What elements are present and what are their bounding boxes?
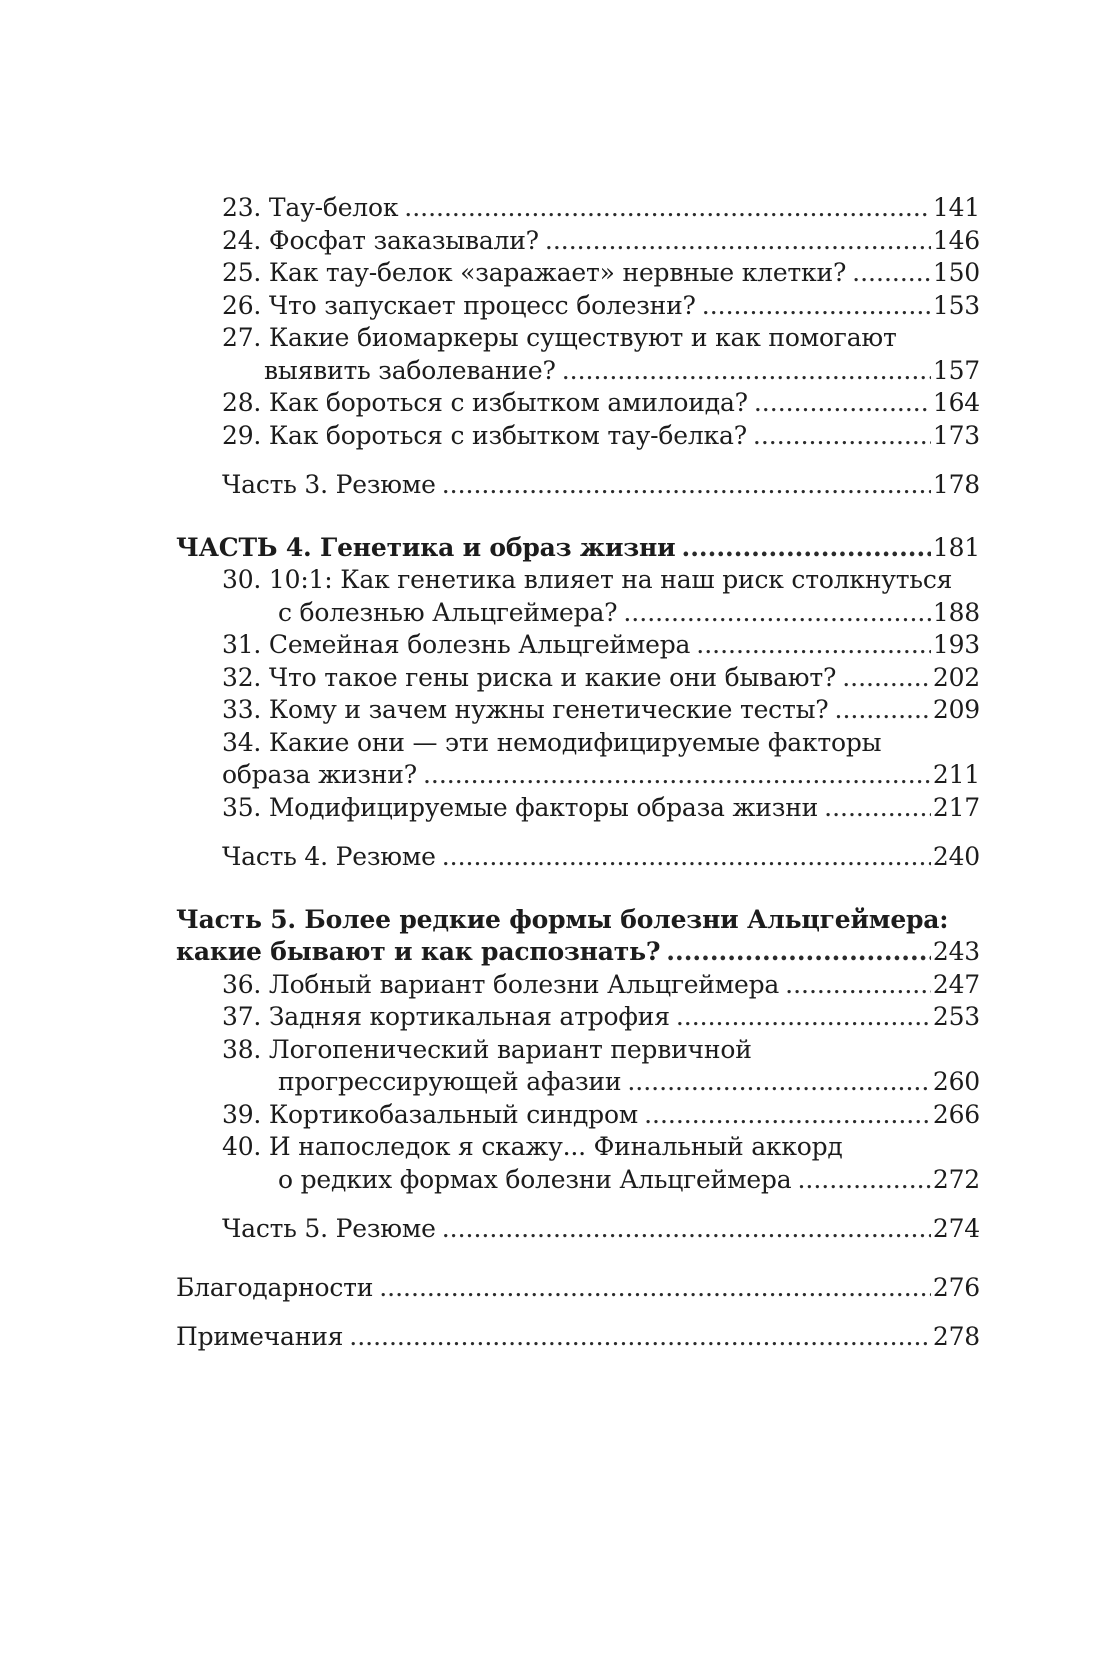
toc-entry-title: Часть 3. Резюме — [222, 470, 436, 499]
toc-entry-title-line1: 30. 10:1: Как генетика влияет на наш риск столкнуться — [222, 565, 953, 594]
leader-dots — [754, 387, 931, 420]
leader-dots — [404, 192, 931, 225]
toc-part-title-line2: какие бывают и как распознать? — [176, 937, 661, 966]
toc-page-number: 278 — [932, 1322, 980, 1351]
toc-summary-part3 — [176, 469, 980, 502]
toc-entry-36 — [176, 969, 980, 1002]
toc-entry-title-line1: 38. Логопенический вариант первичной — [222, 1034, 752, 1064]
leader-dots — [545, 225, 931, 258]
toc-page-number: 146 — [932, 225, 980, 255]
toc-page-number: 247 — [932, 969, 980, 999]
toc-entry-35 — [176, 792, 980, 825]
toc-entry-31 — [176, 629, 980, 662]
toc-page-number: 173 — [932, 420, 980, 450]
leader-dots — [562, 355, 931, 388]
toc-summary-part5 — [176, 1213, 980, 1246]
toc-entry-40 — [176, 1131, 980, 1196]
toc-entry-37 — [176, 1001, 980, 1034]
leader-dots — [682, 532, 931, 565]
leader-dots — [627, 1066, 931, 1099]
leader-dots — [785, 969, 931, 1002]
toc-entry-title-line2: о редких формах болезни Альцгеймера — [278, 1164, 792, 1194]
toc-page-number: 153 — [932, 290, 980, 320]
toc-entry-33 — [176, 694, 980, 727]
toc-page-number: 240 — [932, 842, 980, 871]
toc-entry-25 — [176, 257, 980, 290]
toc-page-number: 164 — [932, 388, 980, 417]
toc-page-number: 260 — [932, 1067, 980, 1096]
leader-dots — [666, 936, 931, 969]
leader-dots — [852, 257, 931, 290]
leader-dots — [379, 1272, 931, 1305]
toc-entry-23 — [176, 192, 980, 225]
toc-entry-26 — [176, 290, 980, 323]
toc-entry-title: Часть 5. Резюме — [222, 1214, 436, 1243]
toc-entry-title-line2: образа жизни? — [222, 760, 417, 789]
table-of-contents — [176, 192, 980, 1354]
toc-entry-title: 37. Задняя кортикальная атрофия — [222, 1002, 670, 1031]
toc-part-title: ЧАСТЬ 4. Генетика и образ жизни — [176, 532, 676, 562]
toc-page-number: 274 — [932, 1214, 980, 1243]
toc-entry-title: 35. Модифицируемые факторы образа жизни — [222, 792, 819, 822]
toc-page-number: 157 — [932, 355, 980, 385]
toc-entry-title: 39. Кортикобазальный синдром — [222, 1099, 639, 1129]
toc-acknowledgements — [176, 1272, 980, 1305]
toc-entry-39 — [176, 1099, 980, 1132]
leader-dots — [842, 662, 931, 695]
toc-entry-title-line2: прогрессирующей афазии — [278, 1067, 622, 1096]
toc-page-number: 209 — [932, 695, 980, 724]
leader-dots — [824, 792, 931, 825]
toc-page-number: 150 — [932, 258, 980, 287]
toc-entry-title: 33. Кому и зачем нужны генетические тесты? — [222, 695, 829, 724]
leader-dots — [702, 290, 931, 323]
toc-page-number: 181 — [932, 532, 980, 562]
toc-page-number: 178 — [932, 470, 980, 499]
leader-dots — [423, 759, 931, 792]
toc-entry-title: Примечания — [176, 1322, 344, 1351]
toc-entry-title: 29. Как бороться с избытком тау-белка? — [222, 420, 747, 450]
toc-page-number: 202 — [932, 662, 980, 692]
toc-page-number: 211 — [932, 760, 980, 789]
toc-page-number: 188 — [932, 597, 980, 627]
toc-entry-title-line1: 27. Какие биомаркеры существуют и как помогают — [222, 323, 897, 352]
toc-entry-30 — [176, 564, 980, 629]
leader-dots — [349, 1321, 931, 1354]
toc-page-number: 276 — [932, 1272, 980, 1302]
leader-dots — [442, 841, 931, 874]
toc-entry-27 — [176, 322, 980, 387]
toc-entry-title: 24. Фосфат заказывали? — [222, 225, 539, 255]
toc-entry-34 — [176, 727, 980, 792]
leader-dots — [676, 1001, 931, 1034]
toc-page-number: 193 — [932, 630, 980, 659]
leader-dots — [644, 1099, 931, 1132]
toc-entry-title-line2: выявить заболевание? — [264, 355, 556, 385]
toc-entry-title: 25. Как тау-белок «заражает» нервные клетки? — [222, 258, 847, 287]
toc-notes — [176, 1321, 980, 1354]
toc-entry-title: 36. Лобный вариант болезни Альцгеймера — [222, 969, 780, 999]
toc-entry-title: 26. Что запускает процесс болезни? — [222, 290, 696, 320]
toc-entry-title: 32. Что такое гены риска и какие они бывают? — [222, 662, 837, 692]
toc-entry-title: 31. Семейная болезнь Альцгеймера — [222, 630, 691, 659]
toc-entry-title: 23. Тау-белок — [222, 193, 399, 222]
toc-page-number: 141 — [932, 193, 980, 222]
toc-entry-title: Часть 4. Резюме — [222, 842, 436, 871]
toc-entry-title-line2: с болезнью Альцгеймера? — [278, 597, 618, 627]
toc-entry-title: Благодарности — [176, 1272, 374, 1302]
leader-dots — [696, 629, 931, 662]
toc-entry-24 — [176, 225, 980, 258]
toc-part-title-line1: Часть 5. Более редкие формы болезни Альцгеймера: — [176, 904, 949, 934]
toc-summary-part4 — [176, 841, 980, 874]
leader-dots — [442, 469, 931, 502]
leader-dots — [623, 597, 931, 630]
toc-entry-29 — [176, 420, 980, 453]
toc-entry-title-line1: 40. И напоследок я скажу... Финальный аккорд — [222, 1132, 843, 1161]
toc-entry-32 — [176, 662, 980, 695]
toc-entry-title: 28. Как бороться с избытком амилоида? — [222, 388, 748, 417]
toc-page-number: 272 — [932, 1164, 980, 1194]
leader-dots — [753, 420, 931, 453]
toc-part-5-heading — [176, 904, 980, 969]
toc-page-number: 253 — [932, 1002, 980, 1031]
toc-page-number: 243 — [932, 937, 980, 966]
toc-entry-28 — [176, 387, 980, 420]
toc-page-number: 217 — [932, 792, 980, 822]
leader-dots — [797, 1164, 930, 1197]
toc-entry-title-line1: 34. Какие они — эти немодифицируемые факторы — [222, 727, 882, 757]
toc-part-4-heading — [176, 532, 980, 565]
leader-dots — [442, 1213, 931, 1246]
leader-dots — [835, 694, 931, 727]
toc-entry-38 — [176, 1034, 980, 1099]
toc-page-number: 266 — [932, 1099, 980, 1129]
